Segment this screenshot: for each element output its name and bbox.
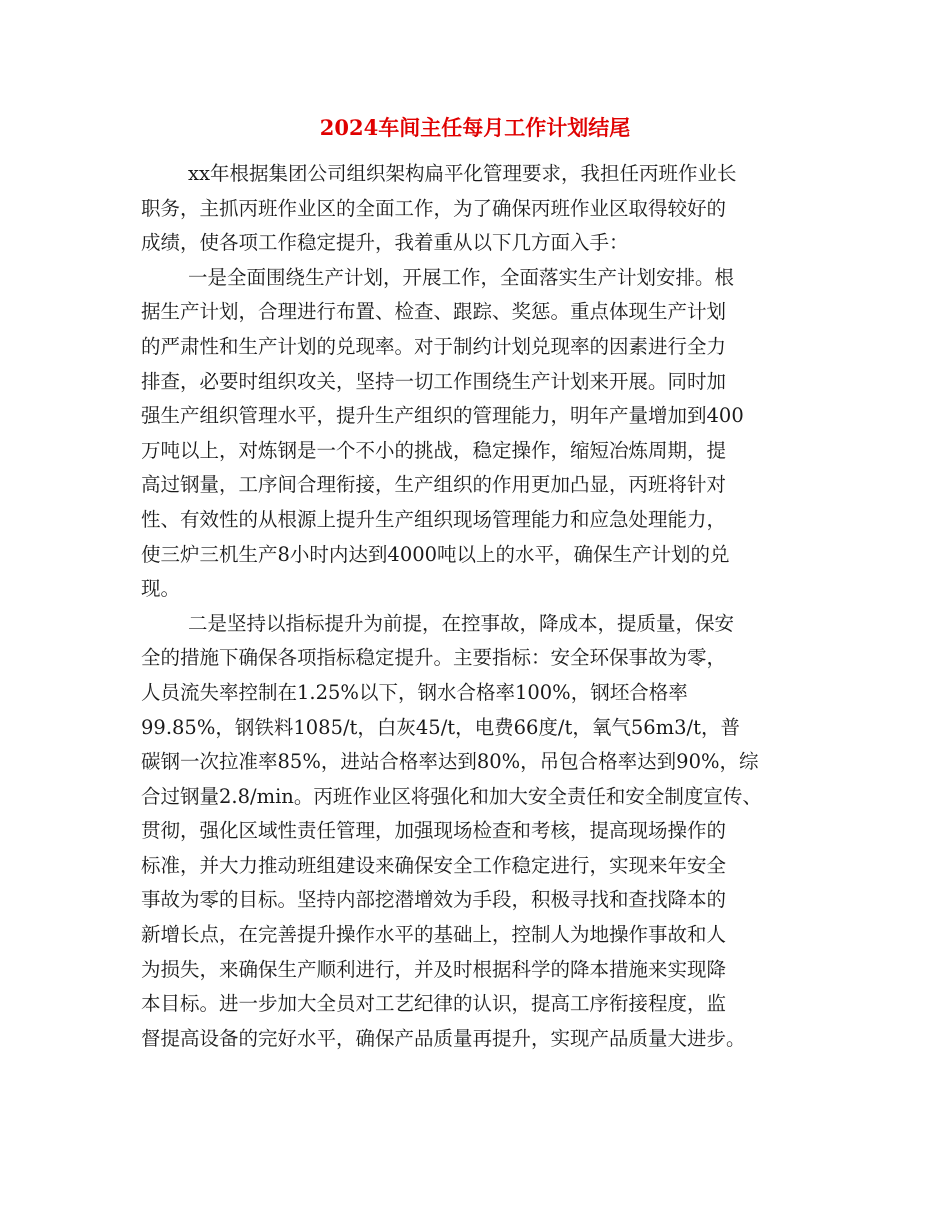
paragraph-line: 据生产计划，合理进行布置、检查、跟踪、奖惩。重点体现生产计划 <box>141 300 727 324</box>
paragraph-line: 99.85%，钢铁料1085/t，白灰45/t，电费66度/t，氧气56m3/t，普 <box>141 715 740 739</box>
paragraph-intro <box>141 157 821 261</box>
paragraph-line: 现。 <box>141 577 181 601</box>
paragraph-line: 督提高设备的完好水平，确保产品质量再提升，实现产品质量大进步。 <box>141 1026 746 1050</box>
paragraph-line: 成绩，使各项工作稳定提升，我着重从以下几方面入手： <box>141 231 629 255</box>
paragraph-line: 强生产组织管理水平，提升生产组织的管理能力，明年产量增加到400 <box>141 404 744 428</box>
paragraph-line: xx年根据集团公司组织架构扁平化管理要求，我担任丙班作业长 <box>188 162 737 185</box>
paragraph-line: 全的措施下确保各项指标稳定提升。主要指标：安全环保事故为零， <box>141 646 727 670</box>
paragraph-line: 一是全面围绕生产计划，开展工作，全面落实生产计划安排。根 <box>188 265 735 289</box>
paragraph-line: 二是坚持以指标提升为前提，在控事故，降成本，提质量，保安 <box>188 611 735 635</box>
paragraph-line: 为损失，来确保生产顺利进行，并及时根据科学的降本措施来实现降 <box>141 957 727 981</box>
paragraph-line: 碳钢一次拉准率85%，进站合格率达到80%，吊包合格率达到90%，综 <box>141 750 759 774</box>
paragraph-line: 新增长点，在完善提升操作水平的基础上，控制人为地操作事故和人 <box>141 923 727 947</box>
paragraph-line: 合过钢量2.8/min。丙班作业区将强化和加大安全责任和安全制度宣传、 <box>141 784 762 808</box>
paragraph-line: 贯彻，强化区域性责任管理，加强现场检查和考核，提高现场操作的 <box>141 819 727 843</box>
paragraph-line: 人员流失率控制在1.25%以下，钢水合格率100%，钢坯合格率 <box>141 680 688 704</box>
paragraph-line: 使三炉三机生产8小时内达到4000吨以上的水平，确保生产计划的兑 <box>141 542 730 566</box>
paragraph-line: 排查，必要时组织攻关，坚持一切工作围绕生产计划来开展。同时加 <box>141 369 727 393</box>
paragraph-line: 标准，并大力推动班组建设来确保安全工作稳定进行，实现来年安全 <box>141 853 727 877</box>
document-title: 2024车间主任每月工作计划结尾 <box>319 115 631 140</box>
paragraph-production-plan <box>141 261 821 607</box>
paragraph-line: 事故为零的目标。坚持内部挖潜增效为手段，积极寻找和查找降本的 <box>141 888 727 912</box>
paragraph-line: 万吨以上，对炼钢是一个不小的挑战，稳定操作，缩短冶炼周期，提 <box>141 438 727 462</box>
paragraph-line: 性、有效性的从根源上提升生产组织现场管理能力和应急处理能力， <box>141 507 727 531</box>
paragraph-line: 高过钢量，工序间合理衔接，生产组织的作用更加凸显，丙班将针对 <box>141 473 727 497</box>
paragraph-line: 的严肃性和生产计划的兑现率。对于制约计划兑现率的因素进行全力 <box>141 334 727 358</box>
paragraph-indicators <box>141 607 821 1057</box>
paragraph-line: 职务，主抓丙班作业区的全面工作，为了确保丙班作业区取得较好的 <box>141 196 727 220</box>
document-body <box>141 157 821 1056</box>
paragraph-line: 本目标。进一步加大全员对工艺纪律的认识，提高工序衔接程度，监 <box>141 992 727 1016</box>
